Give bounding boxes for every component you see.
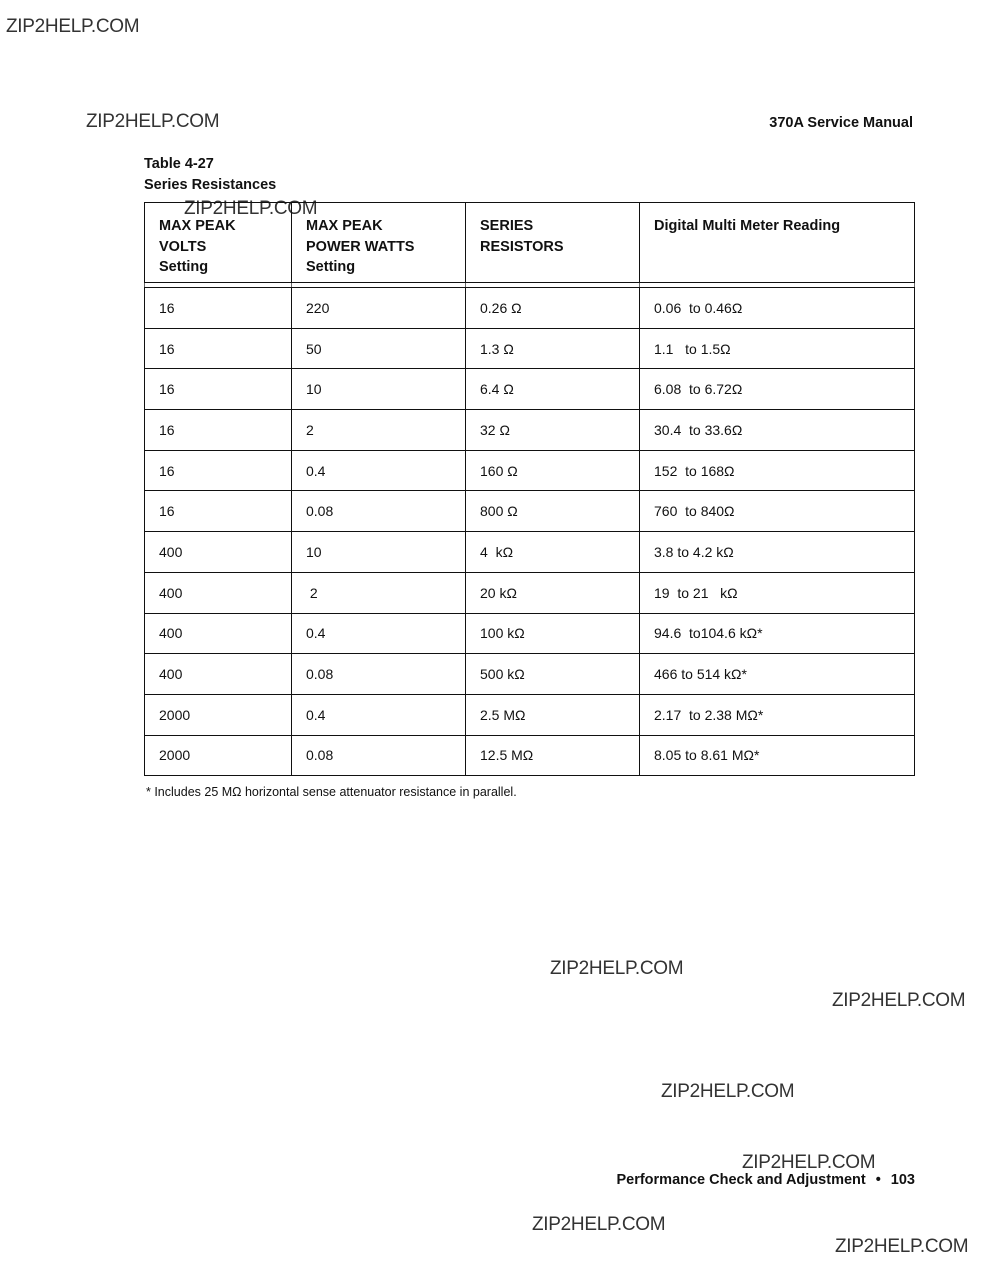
cell-dmm-reading: 19 to 21 kΩ: [640, 572, 915, 613]
table-row: [145, 694, 915, 735]
cell-series-resistor: 800 Ω: [466, 491, 640, 532]
cell-dmm-reading: 466 to 514 kΩ*: [640, 654, 915, 695]
page-footer: [616, 1172, 915, 1188]
cell-dmm-reading: 2.17 to 2.38 MΩ*: [640, 694, 915, 735]
cell-max-peak-volts: 16: [145, 491, 292, 532]
watermark: ZIP2HELP.COM: [184, 198, 318, 219]
footer-separator: •: [875, 1172, 881, 1188]
table-row: [145, 613, 915, 654]
column-header-max-peak-power: [292, 203, 466, 283]
cell-series-resistor: 160 Ω: [466, 450, 640, 491]
header-line: MAX PEAK: [159, 218, 236, 234]
table-row: [145, 572, 915, 613]
cell-max-peak-power: 2: [292, 410, 466, 451]
table-row: [145, 532, 915, 573]
cell-max-peak-volts: 16: [145, 369, 292, 410]
cell-max-peak-volts: 2000: [145, 735, 292, 776]
cell-series-resistor: 2.5 MΩ: [466, 694, 640, 735]
cell-max-peak-volts: 16: [145, 328, 292, 369]
cell-series-resistor: 12.5 MΩ: [466, 735, 640, 776]
header-line: POWER WATTS: [306, 238, 415, 255]
cell-max-peak-volts: 400: [145, 532, 292, 573]
page-number: 103: [890, 1172, 915, 1188]
cell-max-peak-volts: 16: [145, 288, 292, 329]
header-line: RESISTORS: [480, 238, 564, 255]
table-body: [145, 283, 915, 776]
series-resistances-table: [144, 202, 915, 776]
cell-dmm-reading: 3.8 to 4.2 kΩ: [640, 532, 915, 573]
table-row: [145, 654, 915, 695]
cell-max-peak-volts: 400: [145, 572, 292, 613]
header-line: VOLTS: [159, 238, 207, 255]
watermark: ZIP2HELP.COM: [661, 1081, 795, 1102]
cell-series-resistor: 32 Ω: [466, 410, 640, 451]
header-line: MAX PEAK: [306, 218, 383, 234]
header-line: Setting: [306, 259, 356, 275]
table-row: [145, 288, 915, 329]
cell-series-resistor: 6.4 Ω: [466, 369, 640, 410]
header-line: SERIES: [480, 218, 534, 234]
cell-max-peak-power: 50: [292, 328, 466, 369]
table-row: [145, 735, 915, 776]
watermark: ZIP2HELP.COM: [832, 990, 966, 1011]
table-title: Series Resistances: [144, 177, 277, 193]
cell-dmm-reading: 0.06 to 0.46Ω: [640, 288, 915, 329]
cell-max-peak-volts: 2000: [145, 694, 292, 735]
table-caption: [144, 154, 276, 196]
cell-series-resistor: 0.26 Ω: [466, 288, 640, 329]
cell-series-resistor: 20 kΩ: [466, 572, 640, 613]
column-header-dmm-reading: [640, 203, 915, 283]
cell-max-peak-power: 220: [292, 288, 466, 329]
cell-series-resistor: 1.3 Ω: [466, 328, 640, 369]
cell-series-resistor: 100 kΩ: [466, 613, 640, 654]
watermark: ZIP2HELP.COM: [532, 1214, 666, 1235]
cell-max-peak-power: 0.08: [292, 735, 466, 776]
cell-max-peak-power: 0.4: [292, 613, 466, 654]
cell-max-peak-volts: 400: [145, 613, 292, 654]
cell-max-peak-power: 10: [292, 369, 466, 410]
header-line: Digital Multi Meter Reading: [654, 218, 841, 234]
cell-max-peak-power: 0.08: [292, 491, 466, 532]
cell-max-peak-power: 0.4: [292, 450, 466, 491]
cell-max-peak-volts: 16: [145, 450, 292, 491]
watermark: ZIP2HELP.COM: [742, 1152, 876, 1173]
cell-dmm-reading: 1.1 to 1.5Ω: [640, 328, 915, 369]
table-row: [145, 328, 915, 369]
footer-section-title: Performance Check and Adjustment: [616, 1172, 866, 1188]
watermark: ZIP2HELP.COM: [835, 1236, 969, 1257]
cell-dmm-reading: 152 to 168Ω: [640, 450, 915, 491]
table-footnote: * Includes 25 MΩ horizontal sense attenuator resistance in parallel.: [146, 785, 517, 799]
table-row: [145, 450, 915, 491]
cell-dmm-reading: 8.05 to 8.61 MΩ*: [640, 735, 915, 776]
watermark: ZIP2HELP.COM: [550, 958, 684, 979]
cell-max-peak-power: 2: [292, 572, 466, 613]
cell-series-resistor: 500 kΩ: [466, 654, 640, 695]
cell-max-peak-power: 10: [292, 532, 466, 573]
cell-max-peak-power: 0.4: [292, 694, 466, 735]
column-header-series-resistors: [466, 203, 640, 283]
table-row: [145, 410, 915, 451]
manual-title: 370A Service Manual: [769, 115, 913, 131]
table-row: [145, 369, 915, 410]
cell-dmm-reading: 30.4 to 33.6Ω: [640, 410, 915, 451]
table-header-row: [145, 203, 915, 283]
cell-dmm-reading: 760 to 840Ω: [640, 491, 915, 532]
column-header-max-peak-volts: [145, 203, 292, 283]
watermark: ZIP2HELP.COM: [86, 111, 220, 132]
cell-max-peak-power: 0.08: [292, 654, 466, 695]
table-row: [145, 491, 915, 532]
cell-max-peak-volts: 400: [145, 654, 292, 695]
cell-dmm-reading: 94.6 to104.6 kΩ*: [640, 613, 915, 654]
table-number: Table 4-27: [144, 156, 214, 172]
cell-max-peak-volts: 16: [145, 410, 292, 451]
cell-dmm-reading: 6.08 to 6.72Ω: [640, 369, 915, 410]
header-line: Setting: [159, 259, 209, 275]
watermark: ZIP2HELP.COM: [6, 16, 140, 37]
cell-series-resistor: 4 kΩ: [466, 532, 640, 573]
